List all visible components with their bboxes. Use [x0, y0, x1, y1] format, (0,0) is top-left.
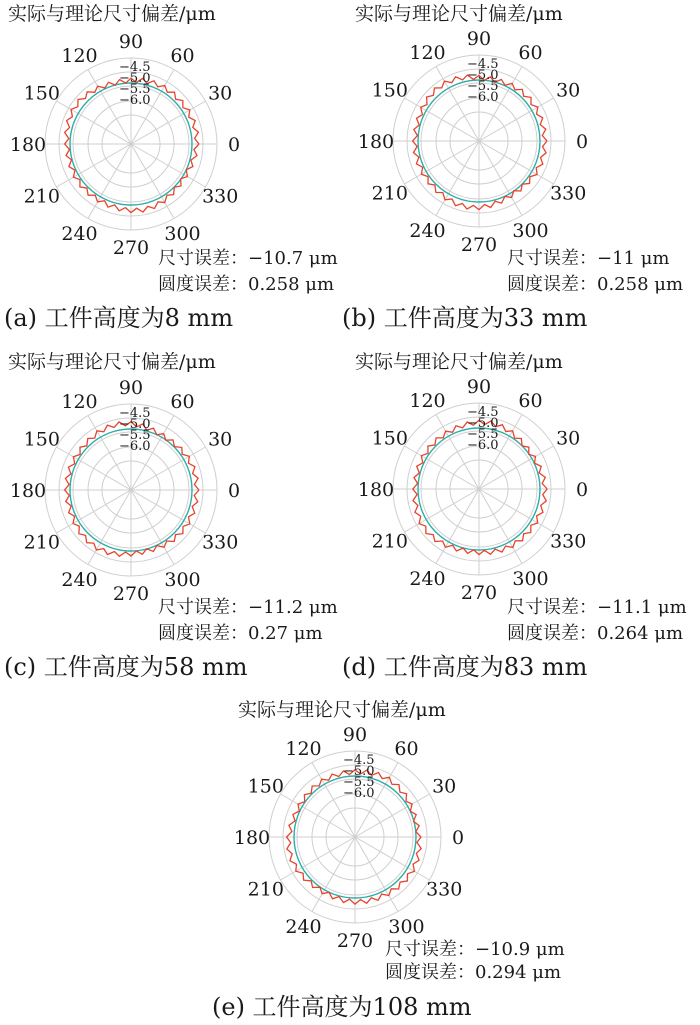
radial-tick-label: −6.0 [343, 786, 375, 801]
size-error-annotation: 尺寸误差：−11.1 μm [507, 597, 687, 618]
radial-tick-label: −5.0 [467, 68, 499, 83]
panel-caption: (a) 工件高度为8 mm [4, 304, 234, 332]
angle-tick-label: 150 [371, 427, 408, 450]
polar-panel-a [4, 3, 338, 332]
chart-title: 实际与理论尺寸偏差/μm [355, 3, 563, 25]
angle-tick-label: 240 [409, 220, 446, 243]
angle-tick-label: 150 [23, 82, 60, 105]
grid-spoke [88, 144, 131, 218]
angle-tick-label: 270 [112, 583, 150, 605]
chart-title: 实际与理论尺寸偏差/μm [8, 3, 216, 25]
radial-tick-label: −4.5 [467, 57, 499, 72]
radial-tick-label: −5.5 [119, 82, 151, 97]
polar-panel-d [342, 351, 687, 681]
angle-tick-label: 150 [371, 79, 408, 102]
angle-tick-label: 150 [247, 775, 284, 798]
angle-tick-label: 90 [342, 724, 368, 746]
roundness-error-annotation: 圆度误差：0.264 μm [507, 623, 684, 644]
angle-tick-label: 300 [164, 569, 201, 592]
radial-tick-label: −4.5 [119, 60, 151, 75]
radial-tick-label: −4.5 [343, 753, 375, 768]
angle-tick-label: 120 [61, 390, 98, 413]
radial-tick-label: −5.0 [119, 71, 151, 86]
angle-tick-label: 210 [23, 531, 60, 554]
grid-spoke [57, 144, 131, 187]
angle-tick-label: 180 [357, 131, 395, 153]
angle-tick-label: 270 [336, 930, 374, 952]
angle-tick-label: 210 [23, 185, 60, 208]
size-error-annotation: 尺寸误差：−11 μm [507, 248, 670, 269]
roundness-error-annotation: 圆度误差：0.258 μm [507, 274, 684, 295]
grid-spoke [131, 490, 174, 564]
angle-tick-label: 90 [118, 31, 144, 53]
angle-tick-label: 180 [9, 480, 47, 502]
angle-tick-label: 30 [208, 82, 233, 105]
angle-tick-label: 60 [518, 389, 543, 412]
radial-tick-label: −4.5 [119, 406, 151, 421]
roundness-error-annotation: 圆度误差：0.258 μm [158, 274, 335, 295]
angle-tick-label: 330 [202, 185, 239, 208]
radial-tick-label: −6.0 [119, 439, 151, 454]
radial-tick-label: −5.5 [467, 427, 499, 442]
angle-tick-label: 330 [550, 530, 587, 553]
radial-tick-label: −5.0 [119, 417, 151, 432]
radial-tick-label: −5.5 [119, 428, 151, 443]
panel-caption: (c) 工件高度为58 mm [4, 653, 248, 681]
radial-tick-label: −4.5 [467, 405, 499, 420]
angle-tick-label: 180 [357, 479, 395, 501]
angle-tick-label: 30 [556, 427, 581, 450]
angle-tick-label: 300 [512, 568, 549, 591]
angle-tick-label: 240 [61, 569, 98, 592]
chart-title: 实际与理论尺寸偏差/μm [8, 351, 216, 373]
size-error-annotation: 尺寸误差：−10.7 μm [158, 248, 338, 269]
angle-tick-label: 120 [61, 44, 98, 67]
panel-caption: (b) 工件高度为33 mm [342, 304, 588, 332]
radial-tick-label: −6.0 [119, 93, 151, 108]
size-error-annotation: 尺寸误差：−10.9 μm [385, 939, 565, 960]
angle-tick-label: 90 [118, 377, 144, 399]
angle-tick-label: 90 [466, 376, 492, 398]
angle-tick-label: 180 [233, 827, 271, 849]
radial-tick-label: −6.0 [467, 90, 499, 105]
angle-tick-label: 240 [61, 223, 98, 246]
angle-tick-label: 0 [451, 827, 465, 849]
angle-tick-label: 30 [556, 79, 581, 102]
panel-caption: (e) 工件高度为108 mm [212, 993, 472, 1021]
grid-spoke [479, 489, 522, 563]
size-error-annotation: 尺寸误差：−11.2 μm [158, 597, 338, 618]
panel-caption: (d) 工件高度为83 mm [342, 653, 588, 681]
angle-tick-label: 150 [23, 428, 60, 451]
radial-tick-label: −5.5 [467, 79, 499, 94]
angle-tick-label: 60 [170, 44, 195, 67]
angle-tick-label: 120 [409, 389, 446, 412]
angle-tick-label: 120 [409, 41, 446, 64]
angle-tick-label: 180 [9, 134, 47, 156]
angle-tick-label: 0 [227, 134, 241, 156]
grid-spoke [436, 489, 479, 563]
angle-tick-label: 240 [285, 916, 322, 939]
roundness-error-annotation: 圆度误差：0.27 μm [158, 623, 323, 644]
polar-panel-e [212, 699, 565, 1021]
radial-tick-label: −5.0 [467, 416, 499, 431]
chart-title: 实际与理论尺寸偏差/μm [355, 351, 563, 373]
grid-spoke [281, 837, 355, 880]
angle-tick-label: 90 [466, 28, 492, 50]
angle-tick-label: 240 [409, 568, 446, 591]
angle-tick-label: 330 [550, 182, 587, 205]
angle-tick-label: 60 [170, 390, 195, 413]
angle-tick-label: 0 [227, 480, 241, 502]
angle-tick-label: 30 [432, 775, 457, 798]
angle-tick-label: 60 [394, 737, 419, 760]
roundness-error-annotation: 圆度误差：0.294 μm [385, 962, 562, 983]
grid-spoke [405, 141, 479, 184]
polar-panel-c [4, 351, 338, 681]
angle-tick-label: 210 [247, 878, 284, 901]
angle-tick-label: 120 [285, 737, 322, 760]
grid-spoke [436, 141, 479, 215]
chart-title: 实际与理论尺寸偏差/μm [238, 699, 446, 721]
angle-tick-label: 330 [202, 531, 239, 554]
polar-panel-b [342, 3, 683, 332]
angle-tick-label: 0 [575, 479, 589, 501]
radial-tick-label: −5.5 [343, 775, 375, 790]
angle-tick-label: 210 [371, 182, 408, 205]
radial-tick-label: −5.0 [343, 764, 375, 779]
grid-spoke [57, 490, 131, 533]
angle-tick-label: 30 [208, 428, 233, 451]
angle-tick-label: 270 [460, 582, 498, 604]
angle-tick-label: 270 [460, 234, 498, 256]
angle-tick-label: 60 [518, 41, 543, 64]
angle-tick-label: 270 [112, 237, 150, 259]
angle-tick-label: 210 [371, 530, 408, 553]
angle-tick-label: 300 [388, 916, 425, 939]
angle-tick-label: 330 [426, 878, 463, 901]
radial-tick-label: −6.0 [467, 438, 499, 453]
angle-tick-label: 0 [575, 131, 589, 153]
angle-tick-label: 300 [512, 220, 549, 243]
angle-tick-label: 300 [164, 223, 201, 246]
